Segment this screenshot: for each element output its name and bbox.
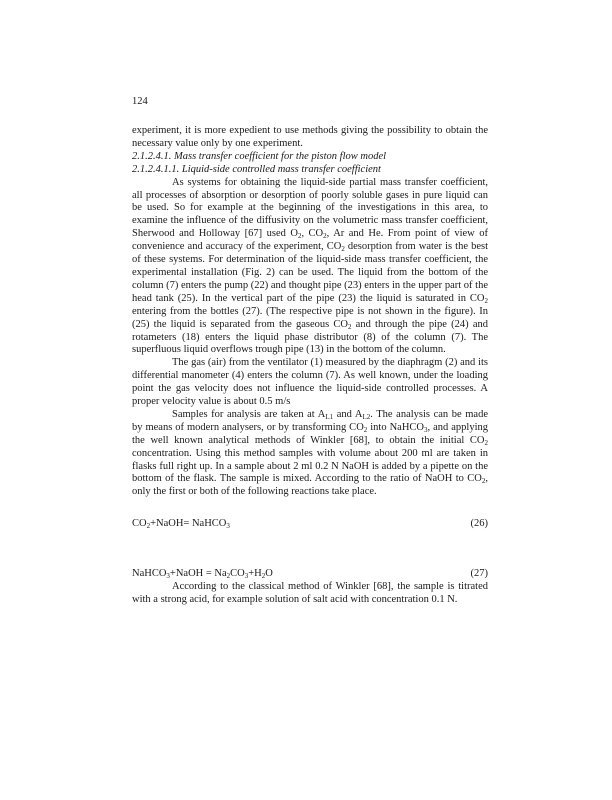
paragraph-titration: According to the classical method of Winkler [68], the sample is titrated with a strong acid, for example solution of salt acid with concentration 0.1 N. xyxy=(132,581,488,606)
equation-26-number: (26) xyxy=(470,518,488,530)
paragraph-intro: experiment, it is more expedient to use methods giving the possibility to obtain the necessary value only by one experiment. xyxy=(132,125,488,149)
paragraph-samples-analysis: Samples for analysis are taken at $A_{L1}$ and $A_{L2}$. The analysis can be made by means of modern analysers, or by transforming $CO_2$ into NaHCO$_3$, and applying the well known analytical methods of Winkler [68], to obtain the initial $CO_2$ concentration. Using this method samples with volume about 200 ml are taken in flasks full right up. In a sample about 2 ml 0.2 N NaOH is added by a pipette on the bottom of the flask. The sample is mixed. According to the ratio of NaOH to $CO_2$, only the first or both of the following reactions take place. xyxy=(132,408,488,498)
equation-27-formula: NaHCO$_3$+NaOH = $Na_2CO_3+H_2O$ xyxy=(132,568,273,581)
equation-27-number: (27) xyxy=(470,568,488,580)
section-heading-2-1-2-4-1: 2.1.2.4.1. Mass transfer coefficient for the piston flow model xyxy=(132,150,387,162)
section-heading-2-1-2-4-1-1: 2.1.2.4.1.1. Liquid-side controlled mass transfer coefficient xyxy=(132,163,381,175)
paragraph-liquid-side-systems: As systems for obtaining the liquid-side partial mass transfer coefficient, all processes of absorption or desorption of poorly soluble gases in pure liquid can be used. So for example at the beginning of the investigations in this area, to examine the influence of the diffusivity on the volumetric mass transfer coefficient, Sherwood and Holloway [67] used $O_2$, $CO_2$, Ar and He. From point of view of convenience and accuracy of the experiment, $CO_2$ desorption from water is the best of these systems. For determination of the liquid-side mass transfer coefficient, the experimental installation (Fig. 2) can be used. The liquid from the bottom of the column (7) enters the pump (22) and thought pipe (23) enters in the upper part of the head tank (25). In the vertical part of the pipe (23) the liquid is saturated in $CO_2$ entering from the bottles (27). (The respective pipe is not shown in the figure). In (25) the liquid is separated from the gaseous $CO_2$ and through the pipe (24) and rotameters (18) enters the liquid phase distributor (8) of the column (7). The superfluous liquid overflows trough pipe (13) in the bottom of the column. xyxy=(132,176,488,356)
equation-26 xyxy=(132,518,488,531)
equation-27 xyxy=(132,568,488,581)
paragraph-gas-flow: The gas (air) from the ventilator (1) measured by the diaphragm (2) and its differential manometer (4) enters the column (7). As well known, under the loading point the gas velocity does not influence the liquid-side controlled processes. A proper velocity value is about 0.5 m/s xyxy=(132,357,488,408)
page-number: 124 xyxy=(132,96,148,107)
body-text xyxy=(132,125,488,607)
equation-26-formula: $CO_2+NaOH=$ NaHCO$_3$ xyxy=(132,518,230,531)
